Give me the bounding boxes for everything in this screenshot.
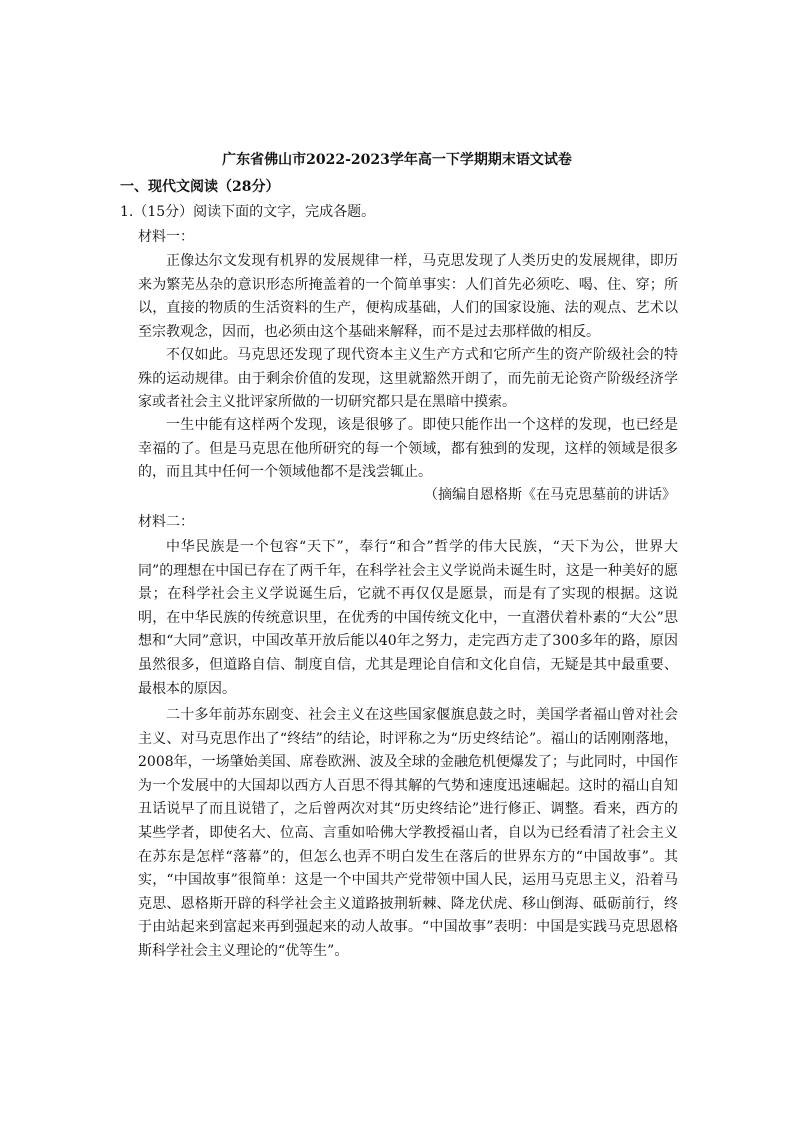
document-title: 广东省佛山市2022-2023学年高一下学期期末语文试卷 <box>222 152 572 168</box>
material-2-paragraph: 二十多年前苏东剧变、社会主义在这些国家偃旗息鼓之时，美国学者福山曾对社会主义、对马克思作出了“终结”的结论，时评称之为“历史终结论”。福山的话刚刚落地，2008年，一场肇始美国、席卷欧洲、波及全球的金融危机便爆发了；与此同时，中国作为一个发展中的大国却以西方人百思不得其解的气势和速度迅速崛起。这时的福山自知丑话说早了而且说错了，之后曾两次对其“历史终结论”进行修正、调整。看来，西方的某些学者，即使名大、位高、言重如哈佛大学教授福山者，自以为已经看清了社会主义在苏东是怎样“落幕”的，但怎么也弄不明白发生在落后的世界东方的“中国故事”。其实，“中国故事”很简单：这是一个中国共产党带领中国人民，运用马克思主义，沿着马克思、恩格斯开辟的科学社会主义道路披荆斩棘、降龙伏虎、移山倒海、砥砺前行，终于由站起来到富起来再到强起来的动人故事。“中国故事”表明：中国是实践马克思恩格斯科学社会主义理论的“优等生”。 <box>138 707 678 959</box>
material-1-source: （摘编自恩格斯《在马克思墓前的讲话》 <box>424 487 676 503</box>
section-heading: 一、现代文阅读（28分） <box>120 179 280 195</box>
material-1-paragraph: 正像达尔文发现有机界的发展规律一样，马克思发现了人类历史的发展规律，即历来为繁芜丛杂的意识形态所掩盖着的一个简单事实：人们首先必须吃、喝、住、穿；所以，直接的物质的生活资料的生产，便构成基础，人们的国家设施、法的观点、艺术以至宗教观念，因而，也必须由这个基础来解释，而不是过去那样做的相反。 <box>138 253 678 340</box>
material-1-paragraph: 一生中能有这样两个发现，该是很够了。即使只能作出一个这样的发现，也已经是幸福的了。但是马克思在他所研究的每一个领域，都有独到的发现，这样的领域是很多的，而且其中任何一个领域他都不是浅尝辄止。 <box>138 417 678 481</box>
material-1-label: 材料一： <box>138 229 194 245</box>
material-1-paragraph: 不仅如此。马克思还发现了现代资本主义生产方式和它所产生的资产阶级社会的特殊的运动规律。由于剩余价值的发现，这里就豁然开朗了，而先前无论资产阶级经济学家或者社会主义批评家所做的一切研究都只是在黑暗中摸索。 <box>138 347 678 411</box>
question-prompt: 1.（15分）阅读下面的文字，完成各题。 <box>120 204 376 220</box>
material-2-label: 材料二： <box>138 514 194 530</box>
material-2-paragraph: 中华民族是一个包容“天下”，奉行“和合”哲学的伟大民族，“天下为公，世界大同”的理想在中国已存在了两千年，在科学社会主义学说尚未诞生时，这是一种美好的愿景；在科学社会主义学说诞生后，它就不再仅仅是愿景，而是有了实现的根据。这说明，在中华民族的传统意识里，在优秀的中国传统文化中，一直潜伏着朴素的“大公”思想和“大同”意识，中国改革开放后能以40年之努力，走完西方走了300多年的路，原因虽然很多，但道路自信、制度自信，尤其是理论自信和文化自信，无疑是其中最重要、最根本的原因。 <box>138 539 678 697</box>
